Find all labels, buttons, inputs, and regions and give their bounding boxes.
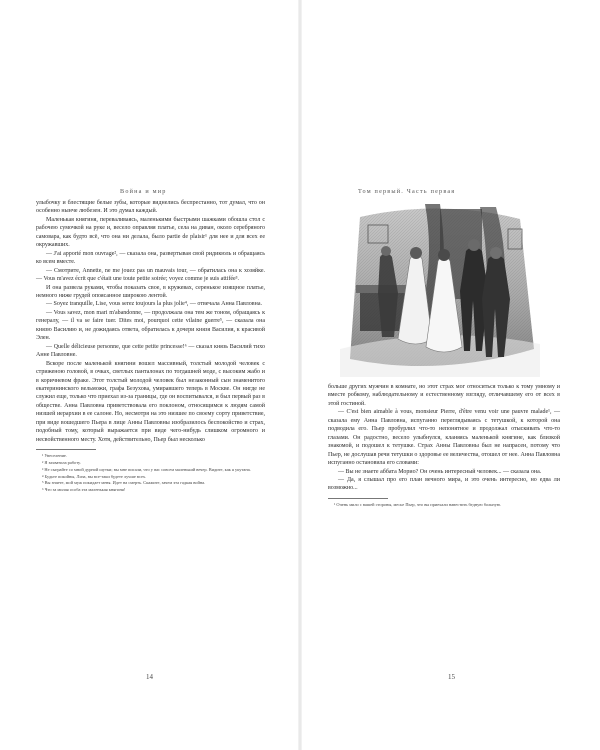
engraving-illustration-icon	[320, 199, 552, 377]
paragraph: больше других мужчин в комнате, но этот страх мог относиться только к тому умному и вместе робкому, наблюдательному и естественному взгляду, отличавшему его от всех в этой гостиной.	[328, 384, 560, 407]
page-number: 14	[146, 673, 153, 681]
paragraph: — Soyez tranquille, Lise, vous serez toujours la plus jolie⁴, — отвечала Анна Павловна.	[46, 301, 263, 308]
paragraph: — Да, я слышал про его план вечного мира, и это очень интересно, но едва ли возможно...	[328, 476, 560, 492]
footnotes	[36, 453, 265, 494]
running-head: Война и мир	[120, 188, 167, 195]
paragraph: И она развела руками, чтобы показать свое, в кружевах, серенькое изящное платье, немного ниже грудей опоясанное широкою лентой.	[36, 284, 265, 299]
footnote: ¹ Увеселение.	[42, 453, 67, 459]
page-body	[328, 383, 560, 509]
paragraph: — C'est bien aimable à vous, monsieur Pierre, d'être venu voir une pauvre malade¹, — сказала ему Анна Павловна, испуганно переглядываясь с тетушкой, к которой она подводила его. Пьер пробурлил что-то непонятное и продолжал отыскивать что-то глазами. Он радостно, весело улыбнулся, кланяясь маленькой княгине, как близкой знакомой, и подошел к тетушке. Страх Анны Павловны был не напрасен, потому что Пьер, не дослушав речи тетушки о здоровье ее величества, отошел от нее. Анна Павловна испуганно остановила его словами:	[328, 409, 560, 467]
paragraph: — J'ai apporté mon ouvrage², — сказала она, развертывая свой ридикюль и обращаясь ко всем вместе.	[36, 250, 265, 266]
footnote: ² Я захватила работу.	[42, 459, 81, 465]
paragraph: улыбочку и блестящие белые зубы, которые виднелись беспрестанно, тот думал, что он особенно нынче любезен. И это думал каждый.	[36, 200, 265, 215]
footnote: ⁵ Вы знаете, мой муж покидает меня. Идет на смерть. Скажите, зачем эта гадкая война.	[42, 480, 206, 486]
paragraph: — Вы не знаете аббата Морио? Он очень интересный человек... — сказала она.	[338, 468, 542, 475]
paragraph: — Vous savez, mon mari m'abandonne, — продолжала она тем же тоном, обращаясь к генералу, — il va se faire tuer. Dites moi, pourquoi cette vilaine guerre⁵, — сказала она князю Василию и, не дожидаясь ответа, обратилась к дочери князя Василия, к красивой Элен.	[36, 309, 265, 342]
engraving-illustration-icon	[320, 199, 552, 377]
paragraph: — Quelle délicieuse personne, que cette petite princesse!⁶ — сказал князь Василий тихо Анне Павловне.	[36, 343, 265, 359]
paragraph: — Смотрите, Annette, ne me jouez pas un mauvais tour, — обратилась она к хозяйке. — Vous m'avez écrit que c'était une toute petite soirée; voyez comme je suis attifée³.	[36, 267, 265, 283]
footnote-rule	[328, 498, 388, 499]
footnotes	[328, 502, 560, 509]
page-body	[36, 199, 265, 494]
footnote: ¹ Очень мило с вашей стороны, месье Пьер, что вы приехали навестить бедную больную.	[334, 501, 502, 507]
running-head: Том первый. Часть первая	[358, 188, 456, 195]
page-number: 15	[448, 673, 455, 681]
footnote: ³ Не сыграйте со мной дурной шутки; вы мне писали, что у вас совсем маленький вечер. Видите, как я укутана.	[42, 466, 251, 472]
footnote: ⁶ Что за милая особа эта маленькая княгиня!	[42, 487, 126, 493]
footnote: ⁴ Будьте покойны, Лиза, вы все-таки будете лучше всех.	[42, 473, 147, 479]
footnote-rule	[36, 449, 96, 450]
paragraph: Вскоре после маленькой княгини вошел массивный, толстый молодой человек с стриженою головой, в очках, светлых панталонах по тогдашней моде, с высоким жабо и в коричневом фраке. Этот толстый молодой человек был незаконный сын знаменитого екатерининского вельможи, графа Безухова, умиравшего теперь в Москве. Он нигде не служил еще, только что приехал из-за границы, где он воспитывался, и был первый раз в обществе. Анна Павловна приветствовала его поклоном, относящимся к людям самой низшей иерархии в ее салоне. Но, несмотря на это низшее по своему сорту приветствие, при виде вошедшего Пьера в лице Анны Павловны изобразилось беспокойство и страх, подобный тому, который выражается при виде чего-нибудь слишком огромного и несвойственного месту. Хотя, действительно, Пьер был несколько	[36, 360, 265, 443]
paragraph: Маленькая княгиня, переваливаясь, маленькими быстрыми шажками обошла стол с рабочею сумочкой на руке и, весело оправляя платье, села на диван, около серебряного самовара, как будто всё, что она ни делала, было partie de plaisir¹ для нее и для всех ее окружавших.	[36, 216, 265, 249]
